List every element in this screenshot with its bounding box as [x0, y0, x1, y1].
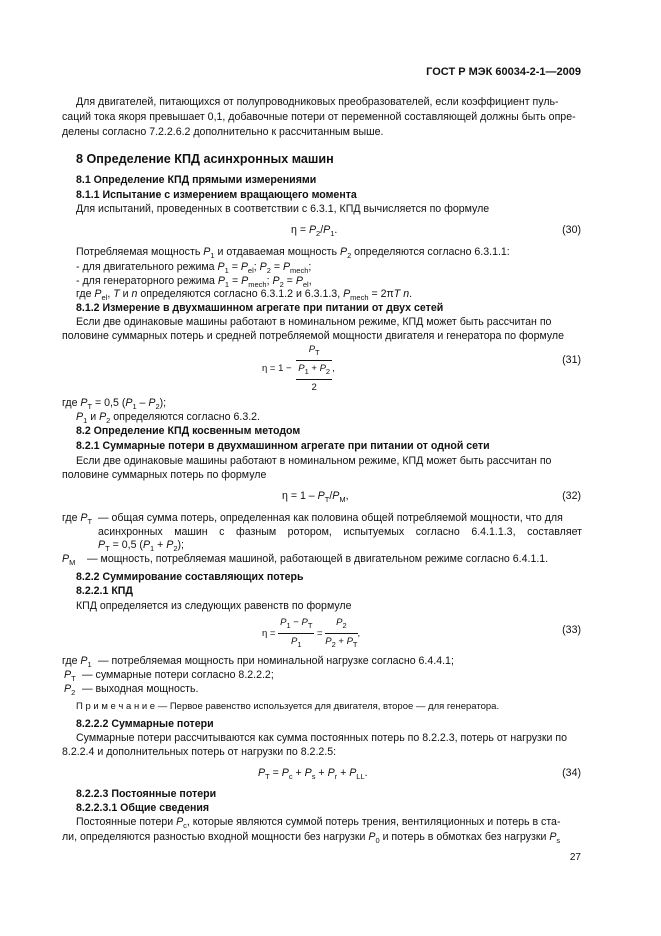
pt-definition-line-1: — общая сумма потерь, определенная как половина общей потребляемой мощности, что для	[98, 512, 563, 524]
equation-33-number: (33)	[562, 624, 581, 636]
constant-losses-line-2: ли, определяются разностью входной мощности без нагрузки $P_0$ и потерь в обмотках без нагрузки $P_s$	[62, 831, 561, 846]
equation-34: $P_T = P_c + P_s + P_r + P_{LL}$.	[258, 767, 368, 782]
note: П р и м е ч а н и е — Первое равенство используется для двигателя, второе — для генератора.	[76, 701, 500, 712]
p2-definition: — выходная мощность.	[82, 683, 199, 695]
p1-label: где $P_1$	[62, 655, 92, 670]
pm-label: $P_M$	[62, 553, 76, 568]
power-definition: Потребляемая мощность $P_1$ и отдаваемая мощность $P_2$ определяются согласно 6.3.1.1:	[76, 246, 510, 261]
p1-p2-defined: $P_1$ и $P_2$ определяются согласно 6.3.2.	[76, 411, 260, 426]
document-header: ГОСТ Р МЭК 60034-2-1—2009	[426, 66, 581, 78]
motor-mode: - для двигательного режима $P_1 = P_{el}$; $P_2 = P_{mech}$;	[76, 261, 312, 276]
section-8-1-1-heading: 8.1.1 Испытание с измерением вращающего момента	[76, 189, 357, 201]
equation-30: $\eta = P_2/P_1$.	[291, 224, 338, 239]
section-8-2-2-heading: 8.2.2 Суммирование составляющих потерь	[76, 571, 304, 583]
section-8-2-2-2-line-2: 8.2.2.4 и дополнительных потерь от нагрузки по 8.2.2.5:	[62, 746, 337, 758]
section-8-1-2-line-1: Если две одинаковые машины работают в номинальном режиме, КПД может быть рассчитан по	[76, 316, 552, 328]
intro-line-2: саций тока якоря превышает 0,1, добавочные потери от переменной составляющей должны быть опре-	[62, 111, 576, 123]
section-8-2-heading: 8.2 Определение КПД косвенным методом	[76, 425, 301, 437]
section-8-2-2-2-line-1: Суммарные потери рассчитываются как сумма постоянных потерь по 8.2.2.3, потерь от нагрузки по	[76, 732, 568, 744]
section-8-1-heading: 8.1 Определение КПД прямыми измерениями	[76, 174, 317, 186]
constant-losses-line-1: Постоянные потери $P_c$, которые являются суммой потерь трения, вентиляционных и потерь в ста-	[76, 816, 561, 831]
section-8-1-1-text: Для испытаний, проведенных в соответствии с 6.3.1, КПД вычисляется по формуле	[76, 203, 490, 215]
intro-line-1: Для двигателей, питающихся от полупроводниковых преобразователей, если коэффициент пуль-	[76, 96, 559, 108]
where-pt-label: где $P_T$	[62, 512, 93, 527]
equation-30-number: (30)	[562, 224, 581, 236]
where-pt: где $P_T = 0,5$ $(P_1 - P_2)$;	[62, 397, 167, 412]
section-8-2-1-heading: 8.2.1 Суммарные потери в двухмашинном агрегате при питании от одной сети	[76, 440, 490, 452]
pt-definition: — суммарные потери согласно 8.2.2.2;	[82, 669, 274, 681]
section-8-2-1-line-2: половине суммарных потерь по формуле	[62, 469, 267, 481]
p1-definition: — потребляемая мощность при номинальной нагрузке согласно 6.4.4.1;	[98, 655, 454, 667]
pt-definition-line-2: асинхронных машин с фазным ротором, испытуемых согласно 6.4.1.1.3, составляет	[98, 526, 582, 538]
page-number: 27	[569, 852, 581, 863]
section-8-1-2-heading: 8.1.2 Измерение в двухмашинном агрегате при питании от двух сетей	[76, 302, 444, 314]
where-pel: где $P_{el}$, T и n определяются согласно 6.3.1.2 и 6.3.1.3, $P_{mech} = 2\pi T$ n.	[76, 288, 413, 303]
p2-label: $P_2$	[64, 683, 76, 698]
section-8-2-2-1-heading: 8.2.2.1 КПД	[76, 585, 133, 597]
intro-line-3: делены согласно 7.2.2.6.2 дополнительно к рассчитанным выше.	[62, 126, 384, 138]
section-8-2-2-2-heading: 8.2.2.2 Суммарные потери	[76, 718, 214, 730]
equation-32-number: (32)	[562, 490, 581, 502]
pm-definition: — мощность, потребляемая машиной, работающей в двигательном режиме согласно 6.4.1.1.	[87, 553, 549, 565]
equation-32: $\eta = 1 - P_T/P_M$,	[282, 490, 349, 505]
section-8-heading: 8 Определение КПД асинхронных машин	[76, 152, 334, 166]
pt-label: $P_T$	[64, 669, 76, 684]
section-8-2-1-line-1: Если две одинаковые машины работают в номинальном режиме, КПД может быть рассчитан по	[76, 455, 552, 467]
section-8-2-2-1-text: КПД определяется из следующих равенств по формуле	[76, 600, 352, 612]
generator-mode: - для генераторного режима $P_1 = P_{mech}$; $P_2 = P_{el}$,	[76, 275, 312, 290]
section-8-1-2-line-2: половине суммарных потерь и средней потребляемой мощности двигателя и генератора по формуле	[62, 330, 564, 342]
equation-31-number: (31)	[562, 354, 581, 366]
equation-33: η = $\frac{P_1 - P_T}{P_1}$ = $\frac{P_2}{P_2 + P_T}$ ,	[262, 617, 361, 649]
section-8-2-2-3-heading: 8.2.2.3 Постоянные потери	[76, 788, 217, 800]
pt-definition-line-3: $P_T = 0,5$ $(P_1 + P_2)$;	[98, 539, 185, 554]
section-8-2-2-3-1-heading: 8.2.2.3.1 Общие сведения	[76, 802, 210, 814]
equation-34-number: (34)	[562, 767, 581, 779]
equation-31: η = 1 − $\frac{P_T}{\frac{P_1 + P_2}{2}}$ ,	[262, 344, 335, 393]
